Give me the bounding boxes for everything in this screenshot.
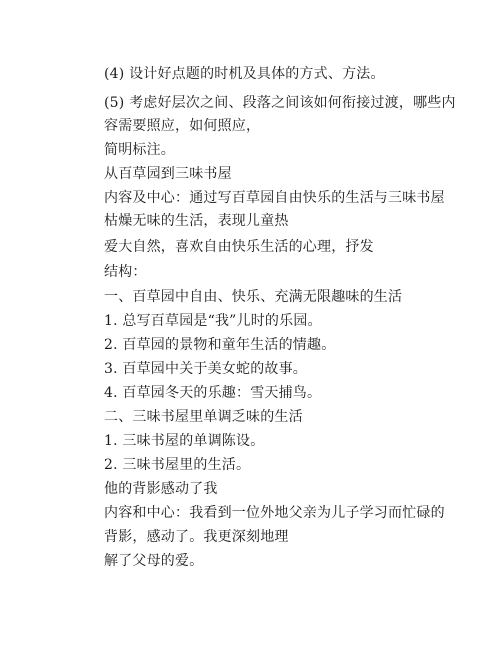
text-line: (5) 考虑好层次之间、段落之间该如何衔接过渡，哪些内 <box>104 95 456 111</box>
text-line: 4. 百草园冬天的乐趣：雪天捕鸟。 <box>104 385 322 401</box>
text-line: 爱大自然，喜欢自由快乐生活的心理，抒发 <box>104 239 374 255</box>
text-line: 容需要照应，如何照应， <box>104 118 261 134</box>
text-line: 内容和中心：我看到一位外地父亲为儿子学习而忙碌的 <box>104 505 445 521</box>
text-line: 2. 三味书屋里的生活。 <box>104 457 251 473</box>
text-line: 内容及中心：通过写百草园自由快乐的生活与三味书屋 <box>104 190 445 206</box>
text-line: 结构： <box>104 264 147 280</box>
text-line: 一、百草园中自由、快乐、充满无限趣味的生活 <box>104 289 403 305</box>
text-line: 1. 三味书屋的单调陈设。 <box>104 433 265 449</box>
text-line: (4) 设计好点题的时机及具体的方式、方法。 <box>104 66 385 82</box>
text-line: 二、三味书屋里单调乏味的生活 <box>104 409 303 425</box>
text-line: 2. 百草园的景物和童年生活的情趣。 <box>104 337 336 353</box>
text-line: 3. 百草园中关于美女蛇的故事。 <box>104 361 308 377</box>
text-line: 解了父母的爱。 <box>104 553 204 569</box>
text-line: 背影，感动了。我更深刻地理 <box>104 529 289 545</box>
text-line: 枯燥无味的生活，表现儿童热 <box>104 213 289 229</box>
text-line: 1. 总写百草园是“我”儿时的乐园。 <box>104 313 322 329</box>
text-line: 他的背影感动了我 <box>104 481 218 497</box>
text-line: 简明标注。 <box>104 142 175 158</box>
text-line: 从百草园到三味书屋 <box>104 166 232 182</box>
